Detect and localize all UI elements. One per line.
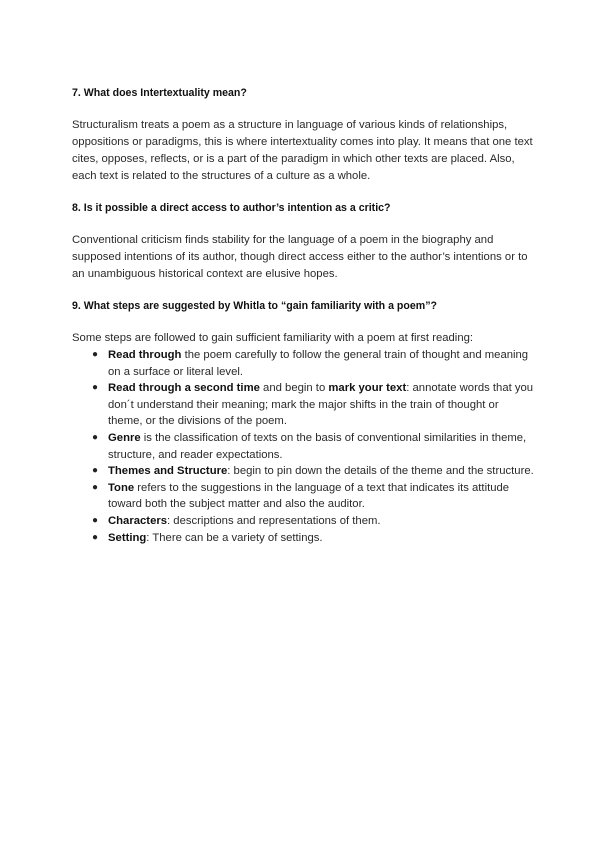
answer-9-intro: Some steps are followed to gain sufficient familiarity with a poem at first reading: — [72, 332, 474, 344]
bullet-icon: ● — [92, 465, 99, 477]
section-9 — [72, 299, 534, 546]
list-item-text: : begin to pin down the details of the theme and the structure. — [227, 465, 534, 478]
section-7 — [72, 86, 534, 185]
answer-8-paragraph: Conventional criticism finds stability for the language of a poem in the biography and supposed intentions of its author, though direct access either to the author’s intentions or to an unambiguous historical context are elusive hopes. — [72, 234, 528, 280]
list-item-lead: Genre — [108, 431, 141, 444]
bullet-icon: ● — [92, 382, 99, 394]
bullet-icon: ● — [92, 531, 99, 543]
list-item-lead: Characters — [108, 514, 168, 527]
list-item-text: and begin to — [259, 382, 329, 395]
list-item-text-secondary: : annotate words that you don´t understand their meaning; mark the major shifts in the train of thought or theme, or the divisions of the poem. — [108, 382, 534, 428]
list-item-lead: Read through a second time — [108, 382, 260, 395]
list-item-lead-secondary: mark your text — [328, 382, 407, 395]
question-8-heading: 8. Is it possible a direct access to author’s intention as a critic? — [72, 202, 391, 214]
steps-list — [72, 347, 534, 546]
bullet-icon: ● — [92, 514, 99, 526]
list-item — [92, 430, 534, 463]
list-item-lead: Read through — [108, 349, 182, 361]
list-item — [92, 380, 534, 430]
bullet-icon: ● — [92, 349, 99, 360]
list-item — [92, 513, 534, 530]
list-item — [92, 530, 534, 547]
answer-7-paragraph: Structuralism treats a poem as a structure in language of various kinds of relationships, oppositions or paradigms, this is where intertextuality comes into play. It means that one text cites, opposes, reflects, or is a part of the paradigm in which other texts are placed. Also, each text is related to the structures of a culture as a whole. — [72, 119, 533, 182]
list-item-text: : There can be a variety of settings. — [146, 531, 323, 544]
question-7-heading: 7. What does Intertextuality mean? — [72, 87, 247, 99]
list-item-text: is the classification of texts on the basis of conventional similarities in theme, structure, and reader expectations. — [108, 431, 527, 461]
question-9-heading: 9. What steps are suggested by Whitla to “gain familiarity with a poem”? — [72, 300, 437, 312]
list-item-lead: Setting — [108, 531, 147, 544]
list-item — [92, 463, 534, 480]
list-item-text: refers to the suggestions in the language of a text that indicates its attitude toward both the subject matter and also the auditor. — [108, 481, 510, 511]
list-item — [92, 480, 534, 513]
list-item-text: the poem carefully to follow the general train of thought and meaning on a surface or literal level. — [108, 349, 529, 378]
bullet-icon: ● — [92, 431, 99, 443]
list-item-text: : descriptions and representations of them. — [167, 514, 381, 527]
list-item-lead: Tone — [108, 481, 135, 494]
bullet-icon: ● — [92, 481, 99, 493]
list-item-lead: Themes and Structure — [108, 465, 228, 478]
list-item — [92, 347, 534, 380]
section-8 — [72, 201, 534, 283]
